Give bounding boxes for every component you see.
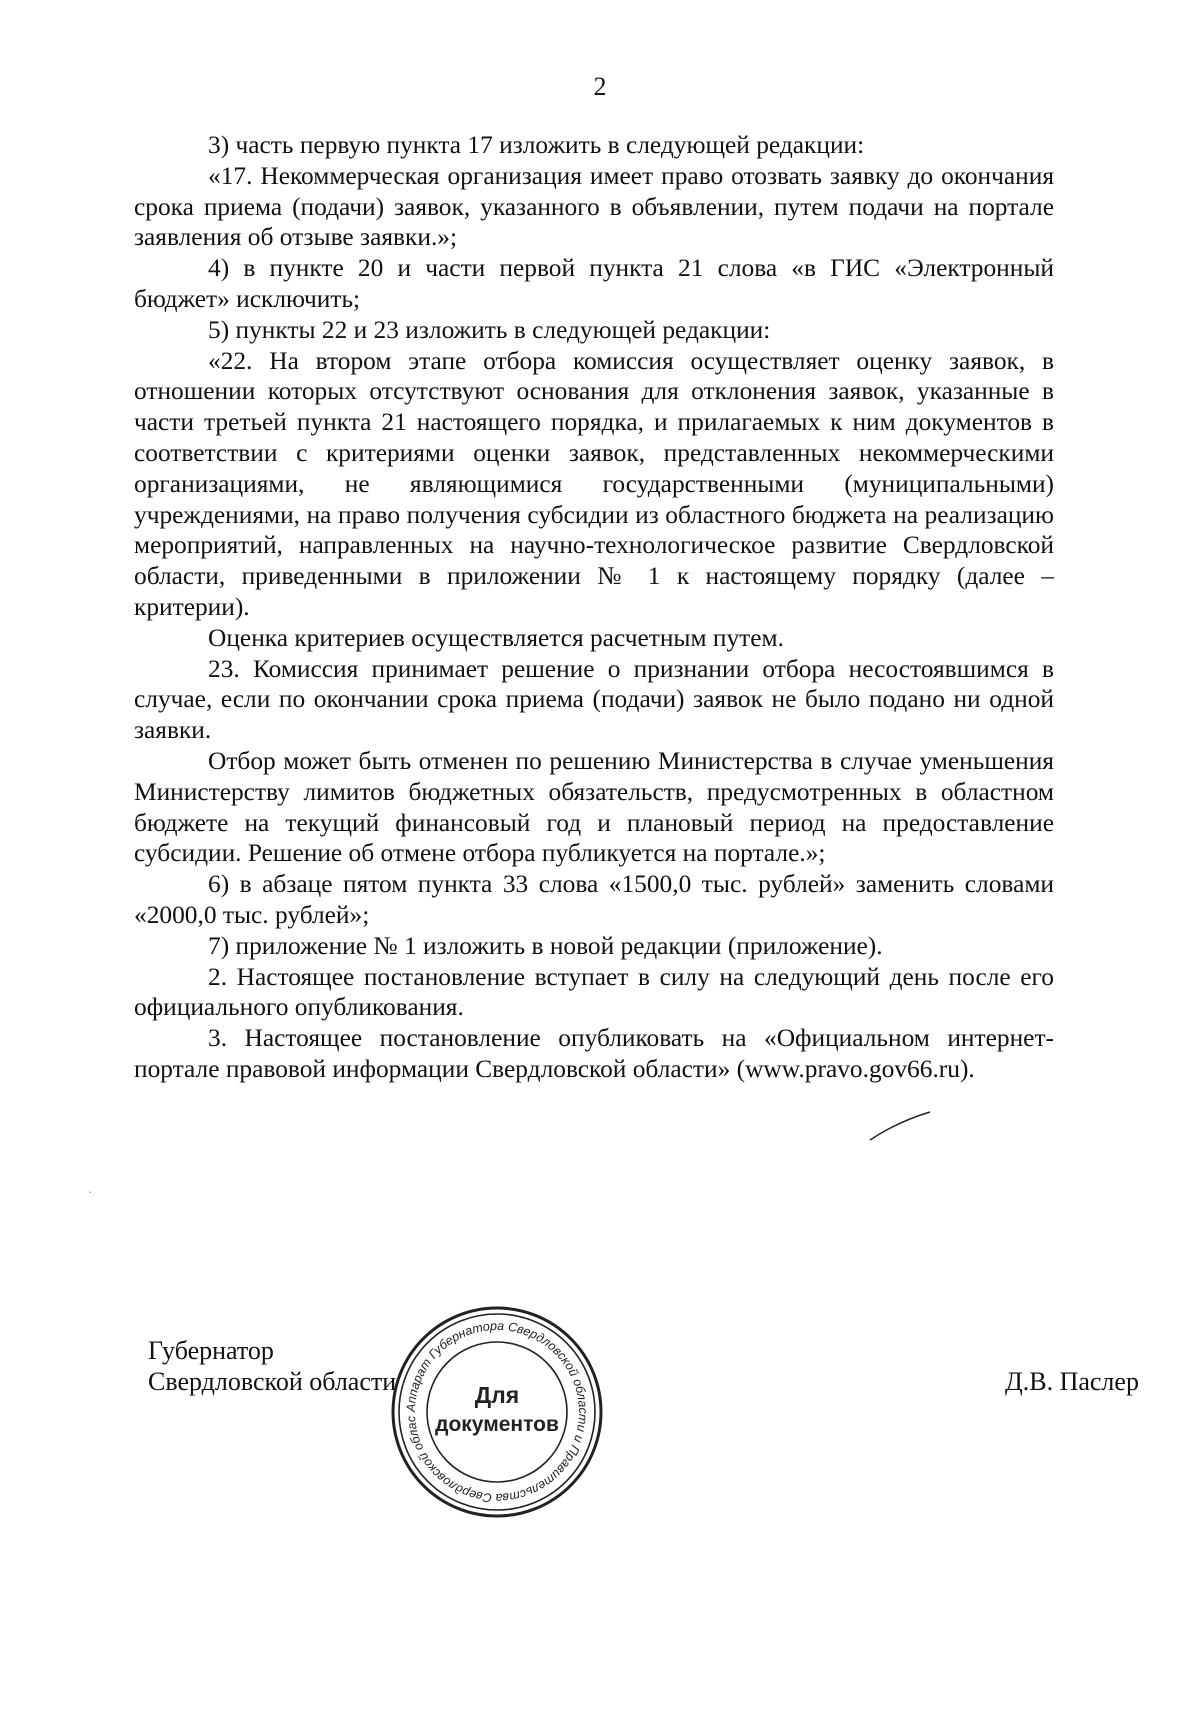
paragraph: 3. Настоящее постановление опубликовать на «Официальном интернет-портале правовой информации Свердловской области» (www.pravo.gov66.ru). xyxy=(134,1024,1054,1083)
paragraph: 4) в пункте 20 и части первой пункта 21 слова «в ГИС «Электронный бюджет» исключить; xyxy=(134,254,1054,313)
paragraph: 5) пункты 22 и 23 изложить в следующей редакции: xyxy=(208,315,771,344)
stamp-graphic xyxy=(390,1305,604,1519)
signature-title-line1: Губернатор xyxy=(148,1336,274,1365)
document-body xyxy=(134,130,1054,1085)
paragraph: «17. Некоммерческая организация имеет право отозвать заявку до окончания срока приема (подачи) заявок, указанного в объявлении, путем подачи на портале заявления об отзыве заявки.»; xyxy=(134,161,1054,252)
stamp-ring-text: Аппарат Губернатора Свердловской области и Правительства Свердловской облас xyxy=(403,1318,591,1506)
signature-title-line2: Свердловской области xyxy=(148,1367,397,1396)
paragraph: Оценка критериев осуществляется расчетным путем. xyxy=(208,623,784,652)
official-stamp xyxy=(390,1305,604,1519)
paragraph: 7) приложение № 1 изложить в новой редакции (приложение). xyxy=(208,931,883,960)
stamp-center-line2: документов xyxy=(435,1413,559,1436)
paragraph: Отбор может быть отменен по решению Министерства в случае уменьшения Министерству лимитов бюджетных обязательств, предусмотренных в областном бюджете на текущий финансовый год и плановый период на предоставление субсидии. Решение об отмене отбора публикуется на портале.»; xyxy=(134,746,1054,868)
page-number: 2 xyxy=(593,72,607,101)
scan-mark: · xyxy=(88,1183,93,1199)
paragraph: 2. Настоящее постановление вступает в силу на следующий день после его официального опубликования. xyxy=(134,962,1054,1022)
signature-title xyxy=(148,1335,396,1397)
paragraph: 23. Комиссия принимает решение о признании отбора несостоявшимся в случае, если по окончании срока приема (подачи) заявок не было подано ни одной заявки. xyxy=(134,654,1054,745)
stamp-center-line1: Для xyxy=(474,1382,520,1408)
paragraph: 6) в абзаце пятом пункта 33 слова «1500,0 тыс. рублей» заменить словами «2000,0 тыс. рублей»; xyxy=(134,870,1054,929)
paragraph: «22. На втором этапе отбора комиссия осуществляет оценку заявок, в отношении которых отсутствуют основания для отклонения заявок, указанные в части третьей пункта 21 настоящего порядка, и прилагаемых к ним документов в соответствии с критериями оценки заявок, представленных некоммерческими организациями, не являющимися государственными (муниципальными) учреждениями, на право получения субсидии из областного бюджета на реализацию мероприятий, направленных на научно-технологическое развитие Свердловской области, приведенными в приложении № 1 к настоящему порядку (далее – критерии). xyxy=(134,346,1054,621)
signature-name: Д.В. Паслер xyxy=(1005,1367,1139,1396)
paragraph: 3) часть первую пункта 17 изложить в следующей редакции: xyxy=(208,131,865,159)
handwritten-strike xyxy=(860,1110,940,1150)
